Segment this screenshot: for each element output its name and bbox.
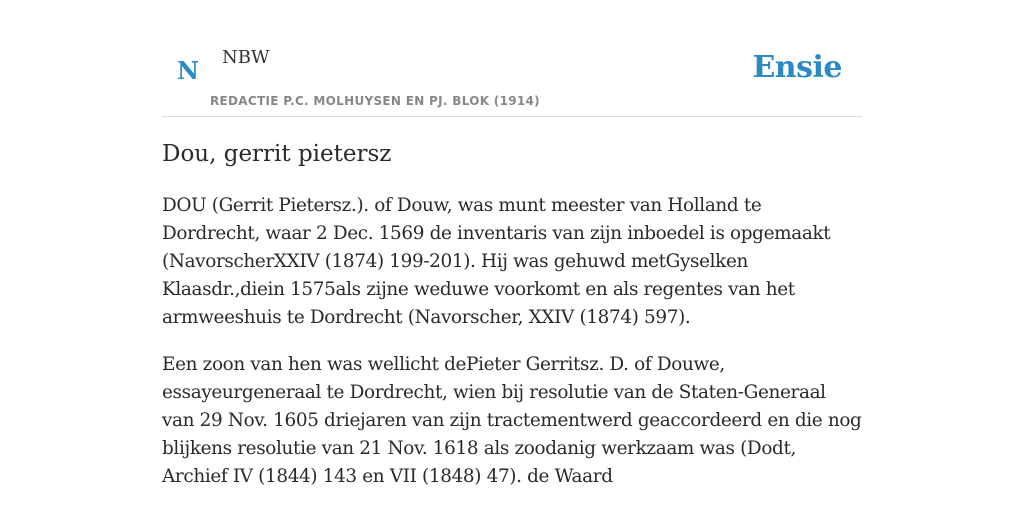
ensie-logo[interactable]: Ensie [752,50,842,85]
source-subtitle: REDACTIE P.C. MOLHUYSEN EN PJ. BLOK (1914) [210,94,540,108]
article-paragraph-1: DOU (Gerrit Pietersz.). of Douw, was munt meester van Holland te Dordrecht, waar 2 Dec. 1569 de inventaris van zijn inboedel is opgemaakt (NavorscherXXIV (1874) 199-201). Hij was gehuwd metGyselken Klaasdr.,diein 1575als zijne weduwe voorkomt en als regentes van het armweeshuis te Dordrecht (Navorscher, XXIV (1874) 597). [162,195,831,328]
source-title[interactable]: NBW [222,47,270,68]
article-title: Dou, gerrit pietersz [162,141,392,167]
source-logo[interactable]: N [177,56,199,85]
article [162,138,862,491]
source-header [162,0,862,117]
article-paragraph-2: Een zoon van hen was wellicht dePieter Gerritsz. D. of Douwe, essayeurgeneraal te Dordrecht, wien bij resolutie van de Staten-Generaal van 29 Nov. 1605 driejaren van zijn tractementwerd geaccordeerd en die nog blijkens resolutie van 21 Nov. 1618 als zoodanig werkzaam was (Dodt, Archief IV (1844) 143 en VII (1848) 47). de Waard [162,354,862,487]
